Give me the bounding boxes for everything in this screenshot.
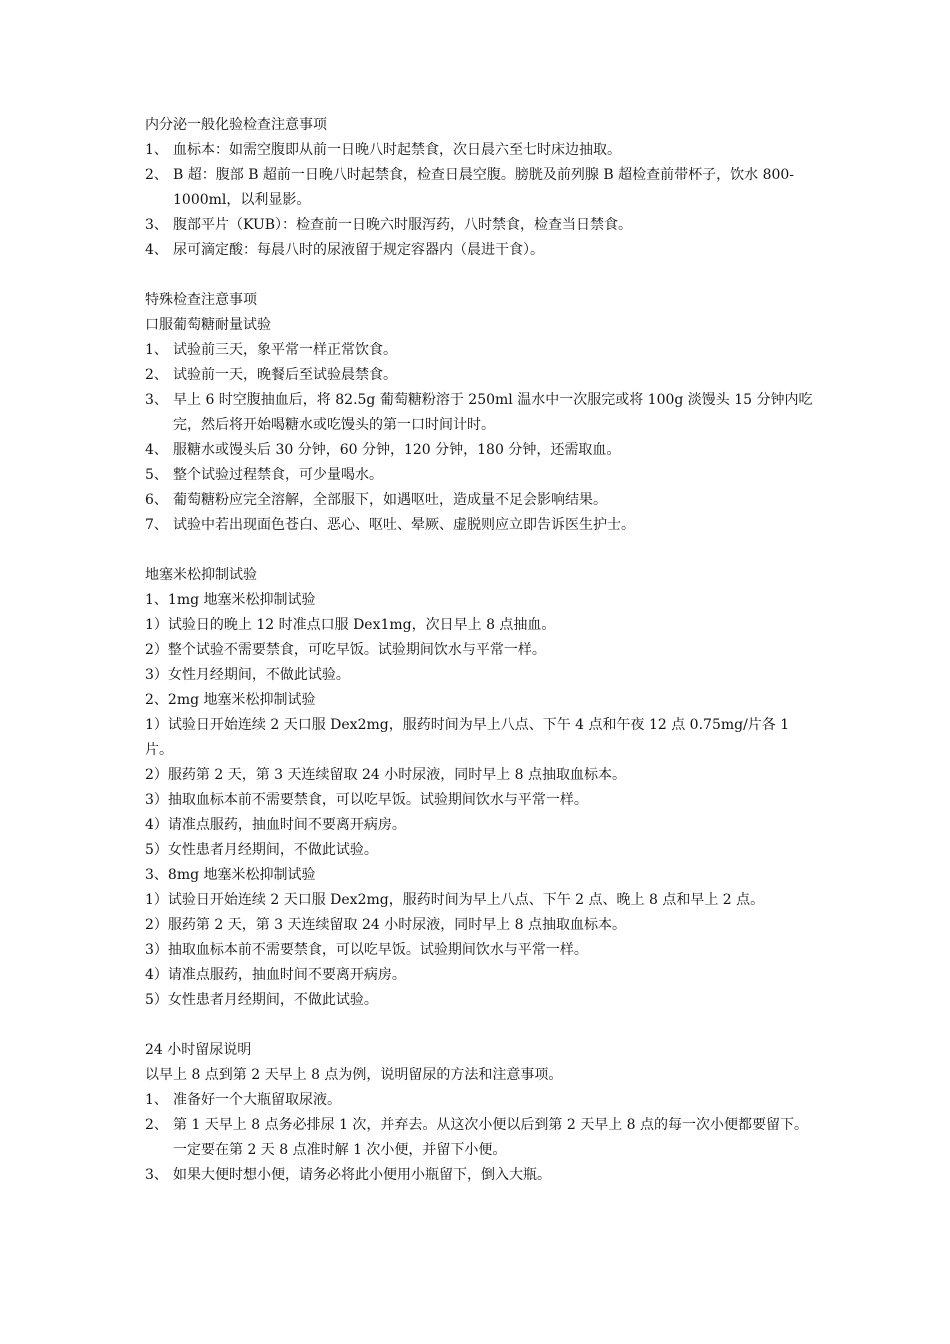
paragraph-line: 1）试验日开始连续 2 天口服 Dex2mg，服药时间为早上八点、下午 4 点和午夜 12 点 0.75mg/片各 1 片。: [145, 717, 790, 758]
paragraph-line: 5）女性患者月经期间，不做此试验。: [145, 842, 378, 858]
list-item: [145, 463, 813, 488]
item-number: 1、: [145, 142, 168, 158]
section-intro: 以早上 8 点到第 2 天早上 8 点为例，说明留尿的方法和注意事项。: [145, 1067, 563, 1083]
item-number: 4、: [145, 242, 168, 258]
list-item: [145, 213, 813, 238]
list-item: [145, 488, 813, 513]
list-item: [145, 163, 813, 213]
item-text: 如果大便时想小便，请务必将此小便用小瓶留下，倒入大瓶。: [173, 1167, 551, 1183]
list-item: [145, 388, 813, 438]
item-number: 5、: [145, 467, 168, 483]
section-title-24h-urine: 24 小时留尿说明: [145, 1042, 252, 1058]
list-item: [145, 1113, 813, 1163]
list-item: [145, 363, 813, 388]
item-text: 葡萄糖粉应完全溶解，全部服下，如遇呕吐，造成量不足会影响结果。: [173, 492, 607, 508]
paragraph-line: 2）服药第 2 天，第 3 天连续留取 24 小时尿液，同时早上 8 点抽取血标本。: [145, 767, 627, 783]
item-number: 3、: [145, 217, 168, 233]
item-text: 准备好一个大瓶留取尿液。: [173, 1092, 341, 1108]
section-title-special-tests: 特殊检查注意事项: [145, 292, 257, 308]
item-number: 1、: [145, 342, 168, 358]
item-number: 4、: [145, 442, 168, 458]
item-text: 腹部平片（KUB）：检查前一日晚六时服泻药，八时禁食，检查当日禁食。: [173, 217, 633, 233]
paragraph-line: 2、2mg 地塞米松抑制试验: [145, 692, 316, 708]
paragraph-line: 1）试验日的晚上 12 时准点口服 Dex1mg，次日早上 8 点抽血。: [145, 617, 556, 633]
paragraph-line: 4）请准点服药，抽血时间不要离开病房。: [145, 967, 406, 983]
list-item: [145, 238, 813, 263]
section-spacer: [145, 1013, 813, 1038]
section-title-dexamethasone: 地塞米松抑制试验: [145, 567, 257, 583]
item-number: 7、: [145, 517, 168, 533]
document-page: [145, 113, 813, 1188]
paragraph-line: 3、8mg 地塞米松抑制试验: [145, 867, 316, 883]
item-text: 试验中若出现面色苍白、恶心、呕吐、晕厥、虚脱则应立即告诉医生护士。: [173, 517, 635, 533]
list-item: [145, 513, 813, 538]
list-item: [145, 138, 813, 163]
paragraph-line: 1、1mg 地塞米松抑制试验: [145, 592, 316, 608]
item-text: 第 1 天早上 8 点务必排尿 1 次，并弃去。从这次小便以后到第 2 天早上 8 点的每一次小便都要留下。一定要在第 2 天 8 点准时解 1 次小便，并留下小便。: [173, 1117, 809, 1158]
item-text: 服糖水或馒头后 30 分钟，60 分钟，120 分钟，180 分钟，还需取血。: [173, 442, 621, 458]
list-item: [145, 438, 813, 463]
paragraph-line: 3）抽取血标本前不需要禁食，可以吃早饭。试验期间饮水与平常一样。: [145, 792, 588, 808]
item-number: 3、: [145, 1167, 168, 1183]
item-number: 6、: [145, 492, 168, 508]
section-spacer: [145, 263, 813, 288]
item-number: 1、: [145, 1092, 168, 1108]
item-text: 早上 6 时空腹抽血后，将 82.5g 葡萄糖粉溶于 250ml 温水中一次服完或将 100g 淡馒头 15 分钟内吃完，然后将开始喝糖水或吃馒头的第一口时间计时。: [173, 392, 813, 433]
item-text: 整个试验过程禁食，可少量喝水。: [173, 467, 383, 483]
item-text: 血标本：如需空腹即从前一日晚八时起禁食，次日晨六至七时床边抽取。: [173, 142, 621, 158]
section-spacer: [145, 538, 813, 563]
list-item: [145, 1088, 813, 1113]
item-text: 试验前一天，晚餐后至试验晨禁食。: [173, 367, 397, 383]
item-number: 3、: [145, 392, 168, 408]
list-item: [145, 1163, 813, 1188]
paragraph-line: 4）请准点服药，抽血时间不要离开病房。: [145, 817, 406, 833]
paragraph-line: 2）服药第 2 天，第 3 天连续留取 24 小时尿液，同时早上 8 点抽取血标本。: [145, 917, 627, 933]
item-number: 2、: [145, 167, 168, 183]
subsection-title-ogtt: 口服葡萄糖耐量试验: [145, 317, 271, 333]
list-item: [145, 338, 813, 363]
paragraph-line: 2）整个试验不需要禁食，可吃早饭。试验期间饮水与平常一样。: [145, 642, 546, 658]
item-text: 试验前三天，象平常一样正常饮食。: [173, 342, 397, 358]
paragraph-line: 1）试验日开始连续 2 天口服 Dex2mg，服药时间为早上八点、下午 2 点、晚上 8 点和早上 2 点。: [145, 892, 765, 908]
section-title-general-tests: 内分泌一般化验检查注意事项: [145, 117, 327, 133]
item-number: 2、: [145, 367, 168, 383]
item-text: B 超：腹部 B 超前一日晚八时起禁食，检查日晨空腹。膀胱及前列腺 B 超检查前带杯子，饮水 800-1000ml，以利显影。: [173, 167, 795, 208]
item-number: 2、: [145, 1117, 168, 1133]
item-text: 尿可滴定酸：每晨八时的尿液留于规定容器内（晨进干食）。: [173, 242, 544, 258]
paragraph-line: 3）抽取血标本前不需要禁食，可以吃早饭。试验期间饮水与平常一样。: [145, 942, 588, 958]
paragraph-line: 5）女性患者月经期间，不做此试验。: [145, 992, 378, 1008]
paragraph-line: 3）女性月经期间，不做此试验。: [145, 667, 350, 683]
